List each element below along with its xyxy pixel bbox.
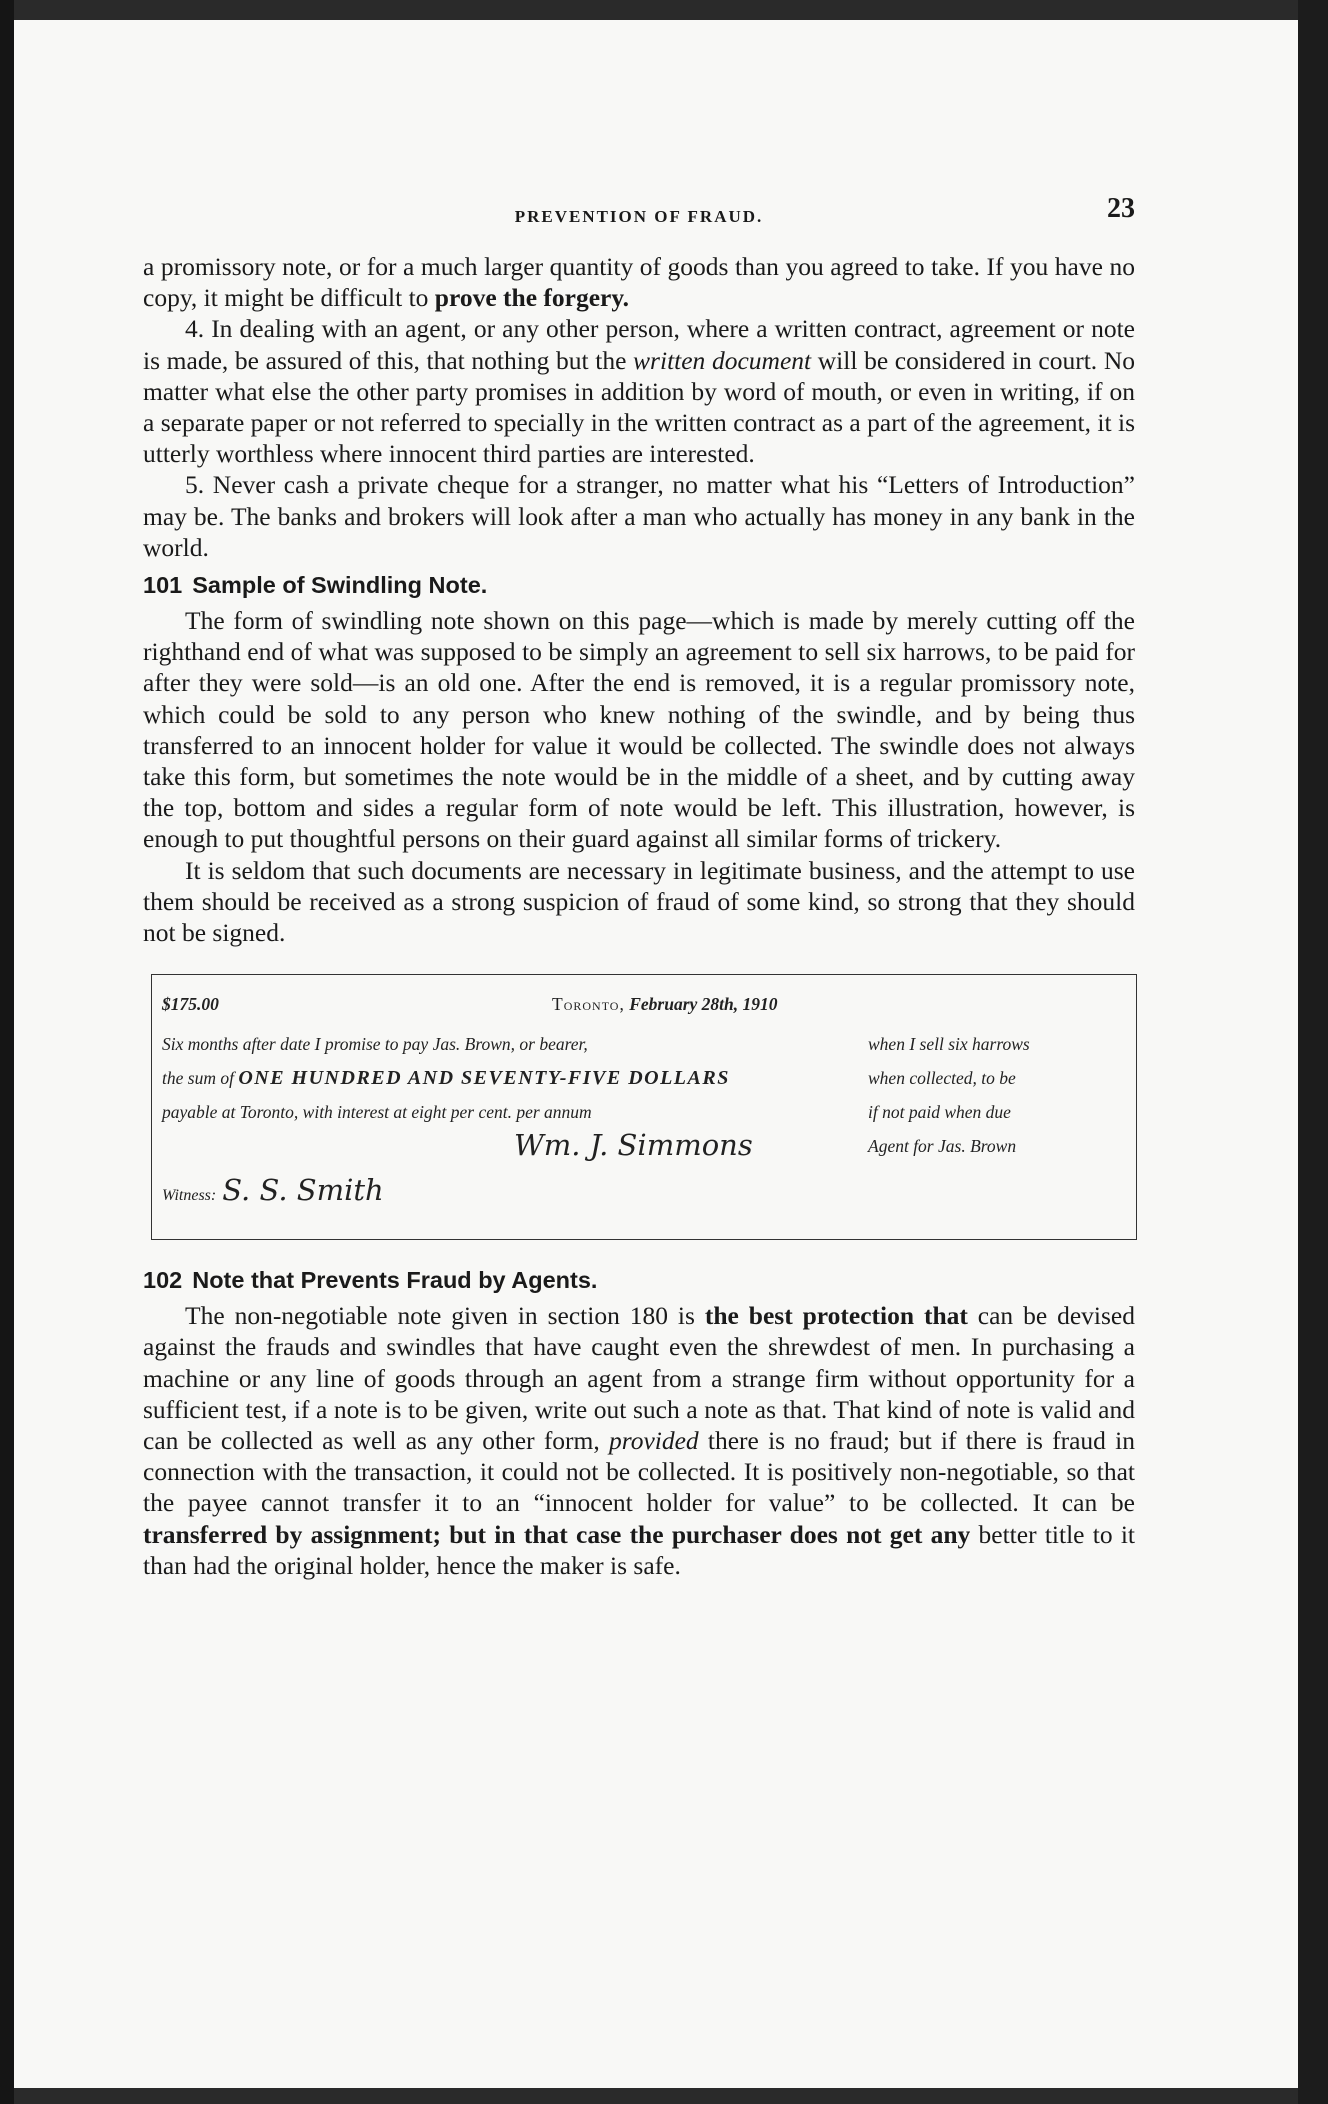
note-line-3: payable at Toronto, with interest at eight per cent. per annum bbox=[162, 1102, 592, 1123]
scan-left-edge bbox=[0, 0, 14, 2104]
italic-text: provided bbox=[608, 1426, 699, 1456]
bold-text: prove the forgery. bbox=[434, 283, 630, 313]
note-body bbox=[162, 1027, 850, 1129]
note-right-line-2: when collected, to be bbox=[868, 1068, 1016, 1089]
swindling-note-sample bbox=[151, 974, 1137, 1240]
paragraph-text: better title to it than had the original holder, hence the maker is safe. bbox=[143, 1519, 1136, 1580]
paragraph-text: The non-negotiable note given in section 180 is bbox=[185, 1301, 705, 1331]
section-title: Note that Prevents Fraud by Agents. bbox=[192, 1267, 598, 1294]
paragraph-item-5: 5. Never cash a private cheque for a stranger, no matter what his “Letters of Introduction” may be. The banks and brokers will look after a man who actually has money in any bank in the world. bbox=[143, 470, 1135, 562]
page-number: 23 bbox=[1107, 193, 1135, 224]
section-101-paragraph-1: The form of swindling note shown on this page—which is made by merely cutting off the righthand end of what was supposed to be simply an agreement to sell six harrows, to be paid for after they were sold—is an old one. After the end is removed, it is a regular promissory note, which could be sold to any person who knew nothing of the swindle, and by being thus transferred to an innocent holder for value it would be collected. The swindle does not always take this form, but sometimes the note would be in the middle of a sheet, and by cutting away the top, bottom and sides a regular form of note would be left. This illustration, however, is enough to put thoughtful persons on their guard against all similar forms of trickery. bbox=[143, 606, 1135, 854]
note-right-line-4: Agent for Jas. Brown bbox=[868, 1136, 1017, 1157]
running-title: PREVENTION OF FRAUD. bbox=[514, 207, 764, 226]
paragraph-text: 4. In dealing with an agent, or any other person, where a written contract, agreement or note is made, be assured of this, that nothing but the bbox=[143, 314, 1135, 375]
running-head bbox=[143, 195, 1135, 229]
witness-label: Witness: bbox=[162, 1187, 217, 1205]
paragraph-text: will be considered in court. No matter what else the other party promises in addition by word of mouth, or even in writing, if on a separate paper or not referred to specially in the written contract as a part of the agreement, it is utterly worthless where innocent third parties are interested. bbox=[143, 345, 1135, 469]
witness-name: S. S. Smith bbox=[222, 1173, 384, 1208]
note-dateline bbox=[552, 989, 778, 1020]
bold-text: the best protection that bbox=[704, 1301, 968, 1331]
paragraph-item-4 bbox=[143, 313, 1135, 469]
note-right-line-1: when I sell six harrows bbox=[868, 1034, 1030, 1055]
note-city: Toronto, bbox=[552, 994, 625, 1015]
paragraph-text: there is no fraud; but if there is fraud in connection with the transaction, it could not be collected. It is positively non-negotiable, so that the payee cannot transfer it to an “innocent holder for value” to be collected. It can be bbox=[143, 1426, 1135, 1518]
paragraph-continuation bbox=[143, 251, 1135, 313]
page-content bbox=[143, 195, 1135, 1581]
section-heading-102 bbox=[143, 1262, 1135, 1298]
section-102-paragraph bbox=[143, 1300, 1135, 1581]
note-line-2-prefix: the sum of bbox=[162, 1068, 239, 1089]
note-amount: $175.00 bbox=[162, 994, 219, 1015]
section-101-paragraph-2: It is seldom that such documents are necessary in legitimate business, and the attempt to use them should be received as a strong suspicion of fraud of some kind, so strong that they should not be signed. bbox=[143, 855, 1135, 948]
note-line-1: Six months after date I promise to pay Jas. Brown, or bearer, bbox=[162, 1034, 588, 1055]
scan-right-edge bbox=[1298, 0, 1328, 2104]
italic-text: written document bbox=[633, 345, 812, 375]
note-sum-words: ONE HUNDRED AND SEVENTY-FIVE DOLLARS bbox=[238, 1067, 730, 1090]
note-cut-off-section bbox=[868, 1027, 1130, 1163]
paragraph-text: can be devised against the frauds and swindles that have caught even the shrewdest of men. In purchasing a machine or any line of goods through an agent from a strange firm without opportunity for a sufficient test, if a note is to be given, write out such a note as that. That kind of note is valid and can be collected as well as any other form, bbox=[143, 1301, 1135, 1456]
section-title: Sample of Swindling Note. bbox=[192, 572, 488, 599]
note-line-2 bbox=[162, 1061, 850, 1095]
note-signature: Wm. J. Simmons bbox=[514, 1128, 753, 1163]
section-heading-101 bbox=[143, 567, 1135, 603]
paragraph-text: a promissory note, or for a much larger quantity of goods than you agreed to take. If you have no copy, it might be difficult to bbox=[143, 252, 1135, 313]
section-number: 102 bbox=[143, 1267, 183, 1294]
note-date: February 28th, 1910 bbox=[629, 994, 778, 1015]
bold-text: transferred by assignment; but in that case the purchaser does not get any bbox=[143, 1519, 971, 1549]
section-number: 101 bbox=[143, 572, 183, 599]
note-right-line-3: if not paid when due bbox=[868, 1102, 1011, 1123]
note-witness bbox=[162, 1175, 384, 1211]
